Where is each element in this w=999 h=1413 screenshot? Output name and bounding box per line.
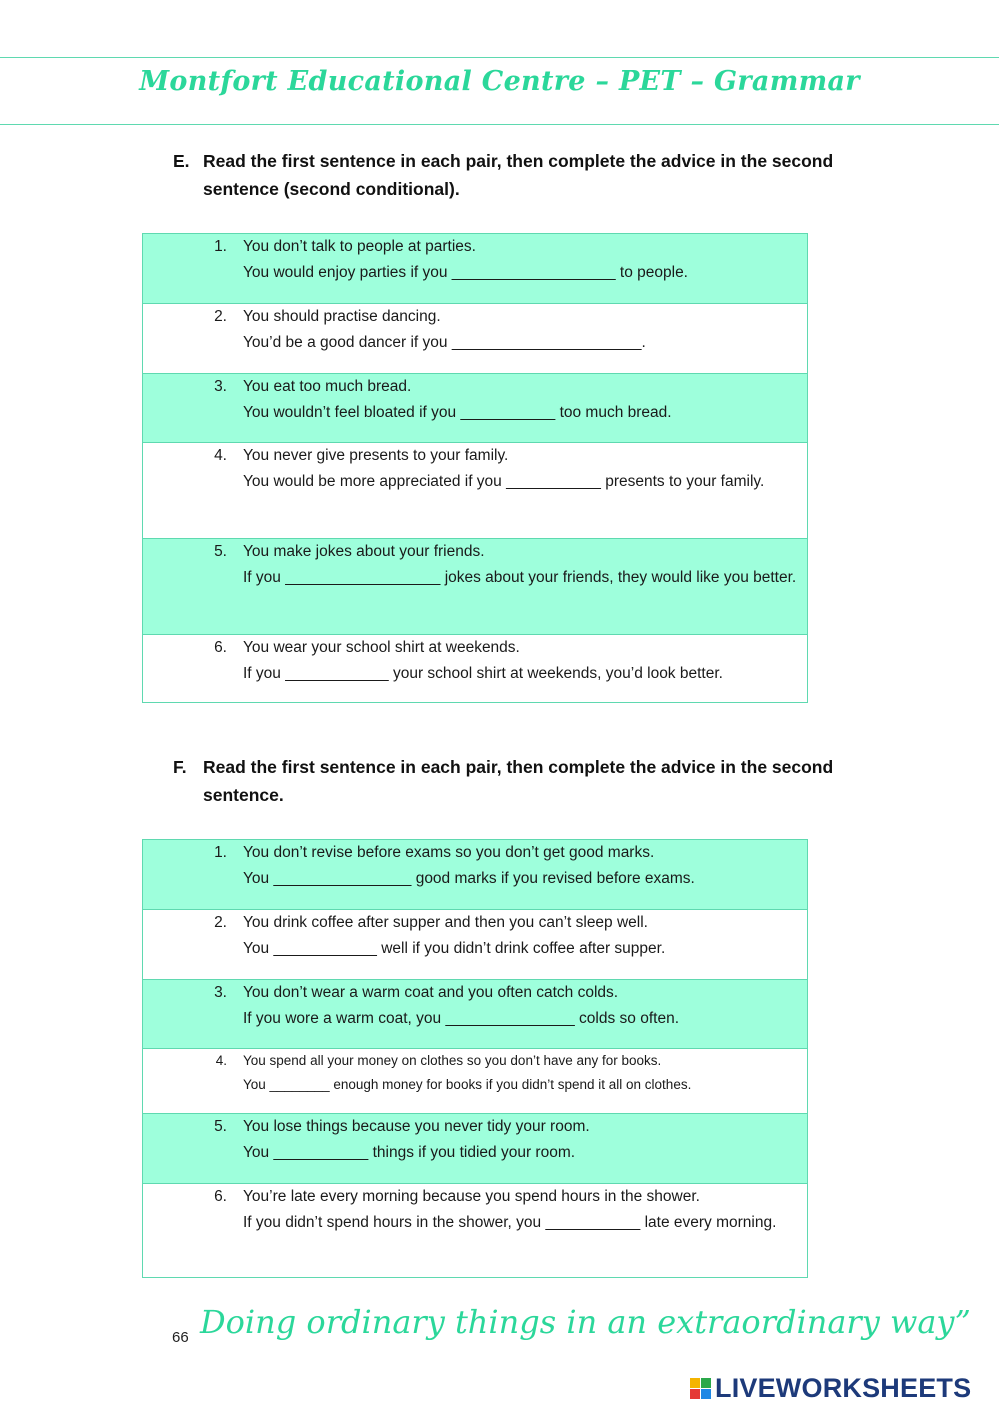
item-number: 2. xyxy=(214,308,227,325)
answer-sentence[interactable]: If you wore a warm coat, you _______________ colds so often. xyxy=(243,1010,680,1027)
item-number: 5. xyxy=(214,1118,227,1135)
exercise-row xyxy=(143,373,807,442)
section-e-letter: E. xyxy=(173,151,190,171)
exercise-row xyxy=(143,303,807,373)
item-number: 6. xyxy=(214,1188,227,1205)
prompt-sentence: You drink coffee after supper and then you can’t sleep well. xyxy=(243,914,648,931)
prompt-sentence: You eat too much bread. xyxy=(243,378,412,395)
header-bottom-rule xyxy=(0,124,999,125)
prompt-sentence: You should practise dancing. xyxy=(243,308,441,325)
section-f-letter: F. xyxy=(173,757,187,777)
exercise-row xyxy=(143,1183,807,1277)
answer-sentence[interactable]: You ________________ good marks if you revised before exams. xyxy=(243,870,695,887)
prompt-sentence: You don’t talk to people at parties. xyxy=(243,238,476,255)
section-e-table xyxy=(142,233,808,703)
liveworksheets-brand[interactable] xyxy=(690,1372,971,1404)
answer-sentence[interactable]: You ___________ things if you tidied your room. xyxy=(243,1144,576,1161)
answer-sentence[interactable]: You would be more appreciated if you ___________ presents to your family. xyxy=(243,473,765,490)
section-f-table xyxy=(142,839,808,1278)
prompt-sentence: You spend all your money on clothes so you don’t have any for books. xyxy=(243,1053,662,1068)
exercise-row xyxy=(143,634,807,702)
exercise-row xyxy=(143,442,807,538)
item-number: 6. xyxy=(214,639,227,656)
prompt-sentence: You wear your school shirt at weekends. xyxy=(243,639,520,656)
prompt-sentence: You don’t revise before exams so you don’t get good marks. xyxy=(243,844,655,861)
item-number: 4. xyxy=(214,447,227,464)
prompt-sentence: You make jokes about your friends. xyxy=(243,543,485,560)
item-number: 4. xyxy=(215,1053,227,1068)
exercise-row xyxy=(143,234,807,303)
liveworksheets-logo-icon xyxy=(690,1378,711,1399)
prompt-sentence: You’re late every morning because you spend hours in the shower. xyxy=(243,1188,700,1205)
section-e-heading xyxy=(173,147,853,203)
exercise-row xyxy=(143,1048,807,1113)
item-number: 3. xyxy=(214,378,227,395)
answer-sentence[interactable]: You wouldn’t feel bloated if you ___________ too much bread. xyxy=(243,404,672,421)
item-number: 3. xyxy=(214,984,227,1001)
header-title: Montfort Educational Centre – PET – Grammar xyxy=(139,66,860,97)
exercise-row xyxy=(143,909,807,979)
answer-sentence[interactable]: You’d be a good dancer if you ______________________. xyxy=(243,334,646,351)
answer-sentence[interactable]: If you didn’t spend hours in the shower, you ___________ late every morning. xyxy=(243,1214,777,1231)
header-top-rule xyxy=(0,57,999,58)
section-f-heading xyxy=(173,753,853,809)
exercise-row xyxy=(143,979,807,1048)
prompt-sentence: You don’t wear a warm coat and you often catch colds. xyxy=(243,984,619,1001)
item-number: 5. xyxy=(214,543,227,560)
exercise-row xyxy=(143,840,807,909)
prompt-sentence: You lose things because you never tidy your room. xyxy=(243,1118,590,1135)
item-number: 1. xyxy=(214,238,227,255)
page-number: 66 xyxy=(172,1329,189,1346)
answer-sentence[interactable]: You ____________ well if you didn’t drink coffee after supper. xyxy=(243,940,666,957)
answer-sentence[interactable]: If you ____________ your school shirt at weekends, you’d look better. xyxy=(243,665,723,682)
section-e-instruction: Read the first sentence in each pair, then complete the advice in the second sentence (second conditional). xyxy=(203,151,834,199)
item-number: 2. xyxy=(214,914,227,931)
footer-quote: Doing ordinary things in an extraordinary way” xyxy=(200,1303,971,1341)
prompt-sentence: You never give presents to your family. xyxy=(243,447,509,464)
answer-sentence[interactable]: You ________ enough money for books if you didn’t spend it all on clothes. xyxy=(243,1077,692,1092)
item-number: 1. xyxy=(214,844,227,861)
brand-text: LIVEWORKSHEETS xyxy=(715,1372,972,1403)
answer-sentence[interactable]: If you __________________ jokes about your friends, they would like you better. xyxy=(243,569,797,586)
exercise-row xyxy=(143,1113,807,1183)
exercise-row xyxy=(143,538,807,634)
section-f-instruction: Read the first sentence in each pair, then complete the advice in the second sentence. xyxy=(203,757,834,805)
answer-sentence[interactable]: You would enjoy parties if you ___________________ to people. xyxy=(243,264,688,281)
